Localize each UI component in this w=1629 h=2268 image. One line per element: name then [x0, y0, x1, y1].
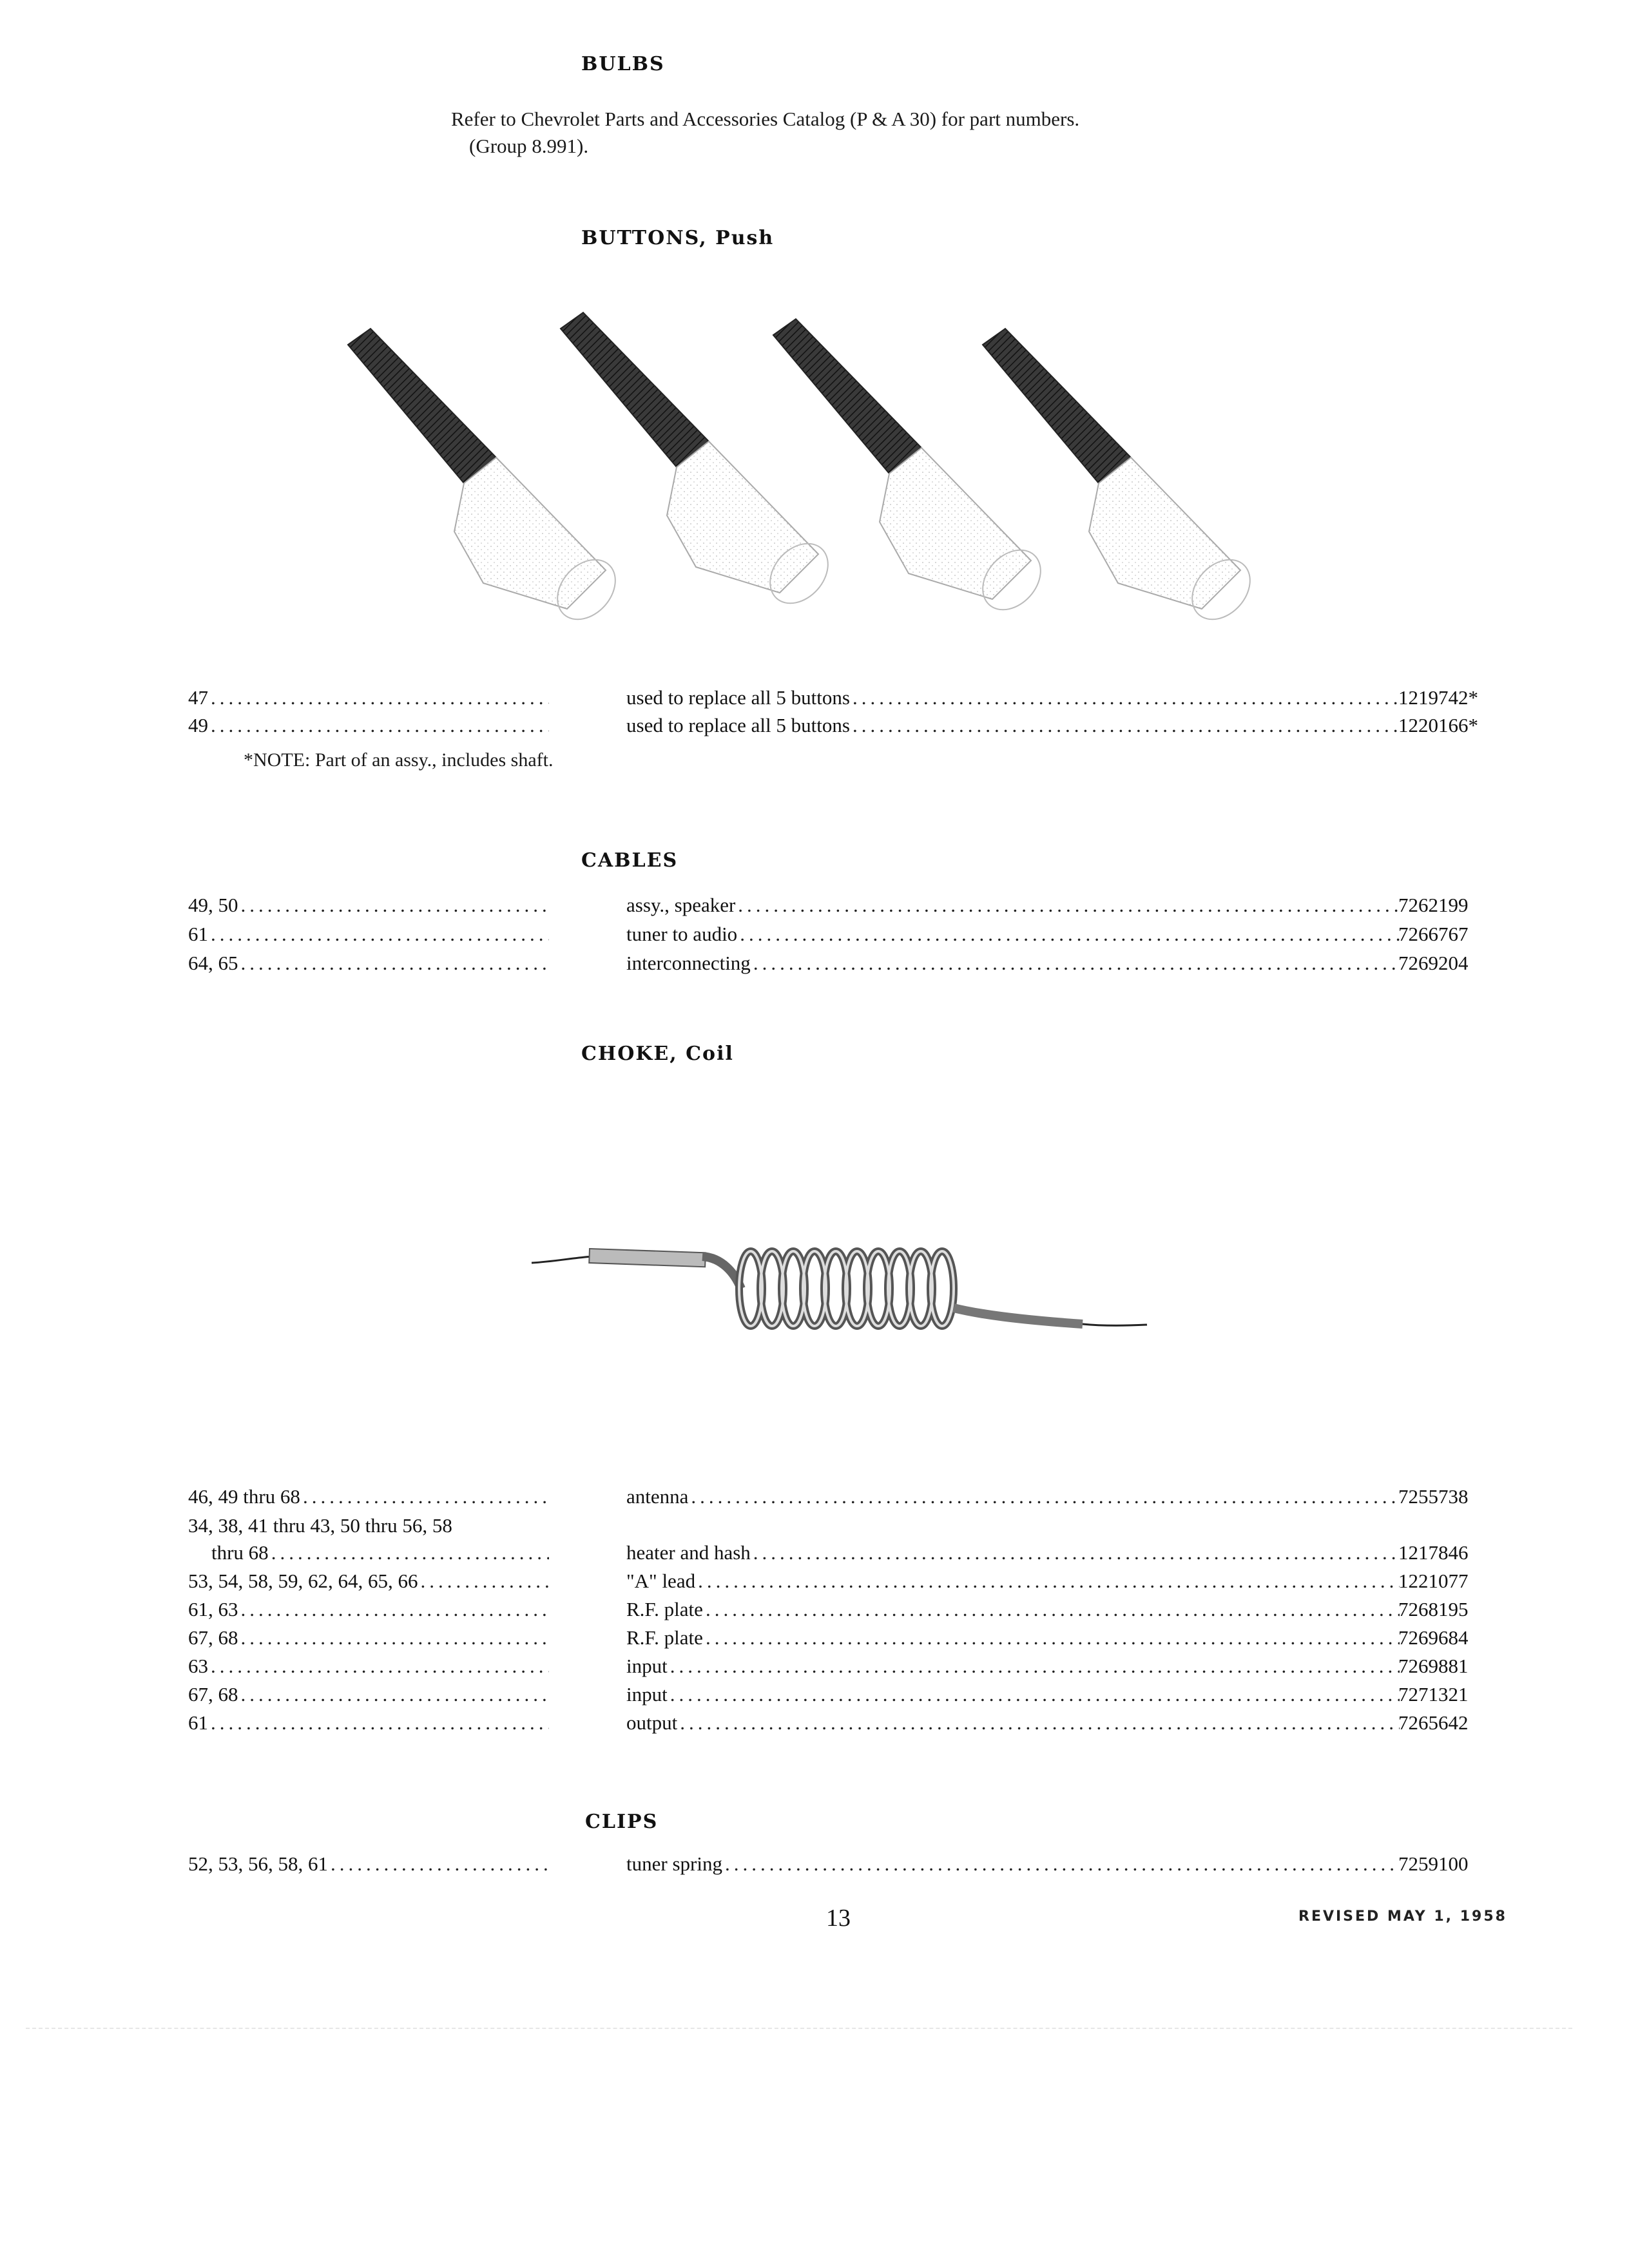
cables-heading: CABLES: [581, 849, 679, 872]
part-number: 1217846: [1398, 1541, 1469, 1564]
ref-label: 53, 54, 58, 59, 62, 64, 65, 66: [188, 1570, 418, 1592]
buttons-note: *NOTE: Part of an assy., includes shaft.: [244, 749, 554, 771]
desc-label: used to replace all 5 buttons: [626, 714, 850, 736]
table-row: [0, 714, 1629, 741]
part-number: 7259100: [1398, 1852, 1469, 1875]
table-row: [0, 1852, 1629, 1879]
part-number: 7269204: [1398, 952, 1469, 974]
desc-label: output: [626, 1711, 678, 1734]
part-number: 7271321: [1398, 1683, 1469, 1706]
choke-heading: CHOKE, Coil: [581, 1043, 734, 1065]
desc-label: assy., speaker: [626, 894, 736, 916]
desc-label: heater and hash: [626, 1541, 751, 1564]
part-number: 7255738: [1398, 1485, 1469, 1508]
desc-label: R.F. plate: [626, 1598, 703, 1620]
ref-label: 61: [188, 923, 208, 945]
ref-label: 49: [188, 714, 208, 736]
ref-label-line1: 34, 38, 41 thru 43, 50 thru 56, 58: [188, 1514, 452, 1537]
desc-label: used to replace all 5 buttons: [626, 686, 850, 709]
push-button-1: [348, 329, 627, 631]
ref-label: thru 68: [211, 1541, 269, 1564]
ref-label: 61, 63: [188, 1598, 238, 1620]
desc-label: tuner to audio: [626, 923, 738, 945]
ref-label: 63: [188, 1655, 208, 1677]
part-number: 7269881: [1398, 1655, 1469, 1677]
table-row: [0, 1570, 1629, 1597]
table-row: [0, 1683, 1629, 1710]
desc-label: tuner spring: [626, 1852, 722, 1875]
table-row: [0, 1626, 1629, 1653]
table-row: [0, 894, 1629, 921]
part-number: 7268195: [1398, 1598, 1469, 1620]
part-number: 1221077: [1398, 1570, 1469, 1592]
desc-label: input: [626, 1655, 668, 1677]
desc-label: interconnecting: [626, 952, 751, 974]
ref-label: 47: [188, 686, 208, 709]
table-row: [0, 923, 1629, 950]
bulbs-note-line1: Refer to Chevrolet Parts and Accessories Catalog (P & A 30) for part numbers.: [451, 108, 1080, 130]
table-row: [0, 1598, 1629, 1625]
ref-label: 67, 68: [188, 1626, 238, 1649]
table-row: [0, 952, 1629, 979]
clips-heading: CLIPS: [585, 1811, 659, 1833]
ref-label: 67, 68: [188, 1683, 238, 1706]
part-number: 7269684: [1398, 1626, 1469, 1649]
coil-choke-illustration: [528, 1211, 1160, 1353]
part-number: 1219742*: [1398, 686, 1478, 709]
table-row: [0, 1655, 1629, 1682]
desc-label: antenna: [626, 1485, 689, 1508]
ref-label: 61: [188, 1711, 208, 1734]
part-number: 7265642: [1398, 1711, 1469, 1734]
bulbs-heading: BULBS: [581, 53, 665, 75]
table-row: [0, 1711, 1629, 1738]
push-button-4: [983, 329, 1262, 631]
table-row: [0, 1485, 1629, 1512]
table-row: [0, 1541, 1629, 1568]
ref-label: 52, 53, 56, 58, 61: [188, 1852, 328, 1875]
page-number: 13: [826, 1905, 851, 1932]
ref-label: 49, 50: [188, 894, 238, 916]
push-button-illustration: [335, 309, 1340, 644]
buttons-heading: BUTTONS, Push: [581, 227, 775, 249]
part-number: 7266767: [1398, 923, 1469, 945]
table-row: [0, 686, 1629, 713]
part-number: 1220166*: [1398, 714, 1478, 736]
desc-label: "A" lead: [626, 1570, 696, 1592]
scan-artifact-line: [26, 2028, 1572, 2029]
part-number: 7262199: [1398, 894, 1469, 916]
ref-label: 64, 65: [188, 952, 238, 974]
desc-label: input: [626, 1683, 668, 1706]
desc-label: R.F. plate: [626, 1626, 703, 1649]
revised-date: REVISED MAY 1, 1958: [1298, 1908, 1507, 1925]
bulbs-note-line2: (Group 8.991).: [469, 135, 589, 157]
ref-label: 46, 49 thru 68: [188, 1485, 300, 1508]
